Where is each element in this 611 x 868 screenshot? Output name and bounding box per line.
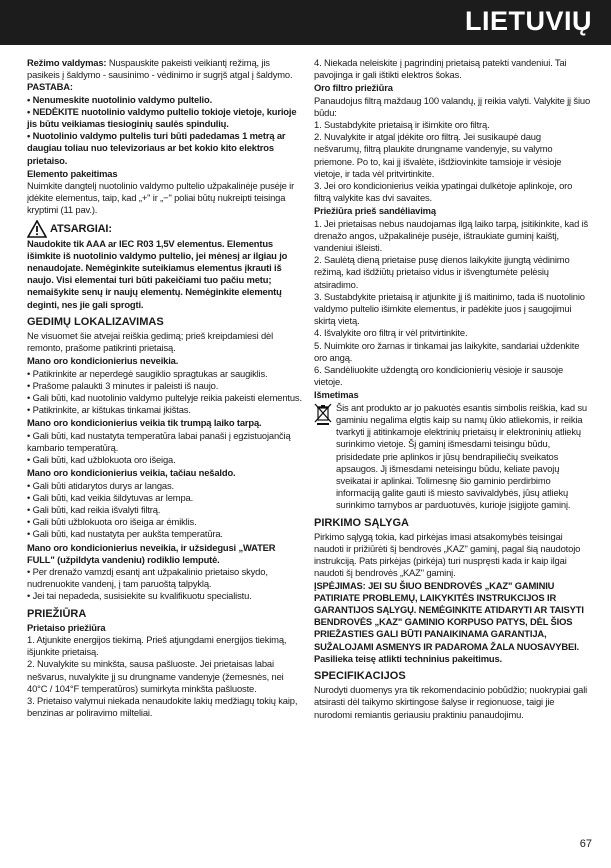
list-item: 3. Jei oro kondicionierius veikia ypatingai dulkėtoje aplinkoje, oro filtrą valykite kas dvi savaites. — [314, 180, 573, 204]
warranty-text: Pirkimo sąlygą tokia, kad pirkėjas imasi atsakomybės teisingai naudoti ir prižiūrėti šį bendrovės „KAZ" gaminį, pagal šią naudotojo instrukciją. Pats pirkėjas (pirkėja) turi nuspręsti kada ir kaip ilgai naudoti šį bendrovės „KAZ" gaminį. — [314, 530, 581, 579]
disposal-title: Išmetimas — [314, 389, 359, 401]
list-item: 3. Sustabdykite prietaisą ir atjunkite jį iš maitinimo, tada iš nuotolinio valdymo pultelio išimkite elementus, ir padėkite juos į saugojimui skirtą vietą. — [314, 290, 585, 327]
list-item: 4. Niekada neleiskite į pagrindinį prietaisą patekti vandeniui. Tai pavojinga ir gali ištikti elektros šokas. — [314, 57, 567, 81]
list-item: • Patikrinkite, ar kištukas tinkamai įkištas. — [27, 404, 191, 416]
mode-change-paragraph — [27, 57, 303, 81]
list-item: • Gali būti atidarytos durys ar langas. — [27, 479, 174, 491]
storage-title: Priežiūra prieš sandėliavimą — [314, 205, 436, 217]
header-bar — [0, 0, 611, 45]
list-item: • Gali būti, kad nuotolinio valdymo pultelyje reikia pakeisti elementus. — [27, 392, 302, 404]
warning-heading — [27, 220, 303, 238]
language-title: LIETUVIŲ — [464, 6, 592, 36]
list-item: 5. Nuimkite oro žarnas ir tinkamai jas laikykite, sandariai uždenkite oro angą. — [314, 339, 580, 363]
list-item: 2. Saulėtą dieną prietaise pusę dienos laikykite įjungtą vėdinimo režimą, kad išdžiūtų prietaiso vidus ir išvengtumėte pelėsių atsiradimo. — [314, 254, 570, 290]
list-item: • Patikrinkite ar neperdegė saugiklio spragtukas ar saugiklis. — [27, 367, 268, 379]
crossed-bin-icon — [314, 403, 332, 425]
specs-title: SPECIFIKACIJOS — [314, 669, 406, 682]
list-item: • Gali būti, kad nustatyta temperatūra labai panaši į egzistuojančią kambario temperatūrą. — [27, 429, 291, 453]
list-item: 4. Išvalykite oro filtrą ir vėl pritvirtinkite. — [314, 327, 468, 339]
t4-title: Mano oro kondicionierius neveikia, ir užsidegusi „WATER FULL" (užpildyta vandeniu) rodiklio lemputė. — [27, 541, 276, 565]
t3-title: Mano oro kondicionierius veikia, tačiau nešaldo. — [27, 467, 236, 479]
list-item: • Gali būti užblokuota oro išeiga ar ėmiklis. — [27, 516, 197, 528]
unit-care-title: Prietaiso priežiūra — [27, 621, 106, 633]
care-title: PRIEŽIŪRA — [27, 607, 87, 620]
list-item: • Jei tai nepadeda, susisiekite su kvalifikuotu specialistu. — [27, 590, 252, 602]
list-item: 3. Prietaiso valymui niekada nenaudokite lakių medžiagų tokių kaip, benzinas ar poliravimo milteliai. — [27, 694, 298, 719]
note-item: • Nuotolinio valdymo pultelis turi būti padedamas 1 metrą ar daugiau toliau nuo televizoriaus ar bet kokio kito elektros prietaiso. — [27, 130, 286, 166]
note-title: PASTABA: — [27, 81, 73, 93]
battery-title: Elemento pakeitimas — [27, 167, 118, 179]
filter-intro: Panaudojus filtrą maždaug 100 valandų, jį reikia valyti. Valykite jį šiuo būdu: — [314, 94, 591, 118]
warning-triangle-icon — [27, 220, 47, 238]
right-column — [314, 57, 590, 721]
list-item: 1. Sustabdykite prietaisą ir išimkite oro filtrą. — [314, 119, 490, 131]
list-item: 2. Nuvalykite su minkšta, sausa pašluoste. Jei prietaisas labai nešvarus, nuvalykite jį su drungname vandenyje (žemesnės, nei 40°C / 104°F temperatūros) sumirkyta minkšta pašluoste. — [27, 658, 284, 694]
warning-text: Naudokite tik AAA ar IEC R03 1,5V elementus. Elementus išimkite iš nuotolinio valdymo pultelio, jei mėnesį ar ilgiau jo nenaudojate. Nemėginkite suteikiamus elementus įkrauti iš naujo. Visi elementai turi būti pakeičiami tuo pačiu metu; nemaišykite senų ir naujų elementų. Nemėginkite elementų deginti, nes jie gali sprogti. — [27, 237, 288, 310]
warranty-title: PIRKIMO SĄLYGA — [314, 516, 409, 529]
battery-text: Nuimkite dangtelį nuotolinio valdymo pultelio užpakalinėje pusėje ir įdėkite elementus, taip, kad „+" ir „−" poliai būtų nukreipti teisinga kryptimi (11 pav.). — [27, 180, 295, 216]
warranty-warning: ĮSPĖJIMAS: JEI SU ŠIUO BENDROVĖS „KAZ" GAMINIU PATIRIATE PROBLEMŲ, LAIKYKITĖS INSTRUKCIJOS IR GARANTIJOS SĄLYGŲ. NEMĖGINKITE ATIDARYTI AR TAISYTI BENDROVĖS „KAZ" GAMINIO KORPUSO PATYS, DĖL ŠIOS PRIEŽASTIES GALI BŪTI PANAIKINAMA GARANTIJA, SUŽALOJAMI ASMENYS IR PADAROMA ŽALA NUOSAVYBEI. Pasilieka teisę atlikti techninius pakeitimus. — [314, 579, 584, 664]
list-item: • Per drenažo vamzdį esantį ant užpakalinio prietaiso skydo, nudrenuokite vandenį, į tam paruoštą talpyklą. — [27, 565, 268, 590]
mode-change-label: Režimo valdymas: — [27, 57, 107, 68]
list-item: • Gali būti, kad reikia išvalyti filtrą. — [27, 503, 161, 515]
note-item: • NEDĖKITE nuotolinio valdymo pultelio tokioje vietoje, kurioje jis būtu veikiamas tiesioginių saulės spindulių. — [27, 105, 297, 130]
list-item: • Gali būti, kad veikia šildytuvas ar lempa. — [27, 491, 194, 503]
note-item: • Nenumeskite nuotolinio valdymo pultelio. — [27, 93, 213, 105]
list-item: • Prašome palaukti 3 minutes ir paleisti iš naujo. — [27, 379, 219, 391]
disposal-text: Šis ant produkto ar jo pakuotės esantis simbolis reiškia, kad su gaminiu negalima elgtis kaip su namų ūkio atliekomis, ir reikia tvarkyti jį atitinkamoje elektrinių prietaisų ir elektroninių atliekų surinkimo vietoje. Šį gaminį išmesdami teisingu būdu, prisidedate prie aplinkos ir jūsų bendrapiliečių sveikatos apsaugos. Jį išmesdami neteisingu būdu, keliate pavojų sveikatai ir aplinkai. Tolimesnę šio gaminio perdirbimo informaciją galite gauti iš miesto savivaldybės, jūsų atliekų surinkimo tarnybos ar parduotuvės, kurioje įsigijote gaminį. — [336, 401, 587, 511]
disposal-block — [314, 402, 590, 512]
t2-title: Mano oro kondicionierius veikia tik trumpą laiko tarpą. — [27, 417, 262, 429]
filter-title: Oro filtro priežiūra — [314, 82, 393, 94]
list-item: 1. Jei prietaisas nebus naudojamas ilgą laiko tarpą, įsitikinkite, kad iš drenažo angos, užpakalinėje pusėje, ištraukiate guminį kaištį, vandeniui išleisti. — [314, 217, 589, 254]
mode-change-text: Nuspauskite pakeisti veikiantį režimą, jis pasikeis į šaldymo - sausinimo - vėdinimo ir sugrįš atgal į šaldymo. — [27, 57, 293, 81]
list-item: • Gali būti, kad nustatyta per aukšta temperatūra. — [27, 528, 223, 540]
page-number: 67 — [579, 838, 592, 850]
t1-title: Mano oro kondicionierius neveikia. — [27, 355, 179, 367]
list-item: 1. Atjunkite energijos tiekimą. Prieš atjungdami energijos tiekimą, išjunkite prietaisą. — [27, 633, 287, 658]
list-item: 2. Nuvalykite ir atgal įdėkite oro filtrą. Jei susikaupė daug nešvarumų, filtrą plaukite drungname vandenyje, su valymo priemone. Po to, kai jį išvalėte, išdžiovinkite tamsioje ir vėsioje vietoje, ir tada vėl pritvirtinkite. — [314, 131, 562, 179]
left-column — [27, 57, 303, 719]
troubleshooting-title: GEDIMŲ LOKALIZAVIMAS — [27, 315, 164, 328]
list-item: • Gali būti, kad užblokuota oro išeiga. — [27, 454, 176, 466]
specs-text: Nurodyti duomenys yra tik rekomendacinio pobūdžio; nuokrypiai gali atsirasti dėl taikymo skirtingose šalyse ir regionuose, taigi jie nurodomi remiantis geriausiu praktiniu panaudojimu. — [314, 684, 588, 720]
troubleshooting-intro: Ne visuomet šie atvejai reiškia gedimą; prieš kreipdamiesi dėl remonto, prašome patikrinti prietaisą. — [27, 330, 274, 354]
warning-title: ATSARGIAI: — [50, 222, 112, 235]
list-item: 6. Sandėliuokite uždengtą oro kondicionierių vėsioje ir sausoje vietoje. — [314, 364, 564, 388]
